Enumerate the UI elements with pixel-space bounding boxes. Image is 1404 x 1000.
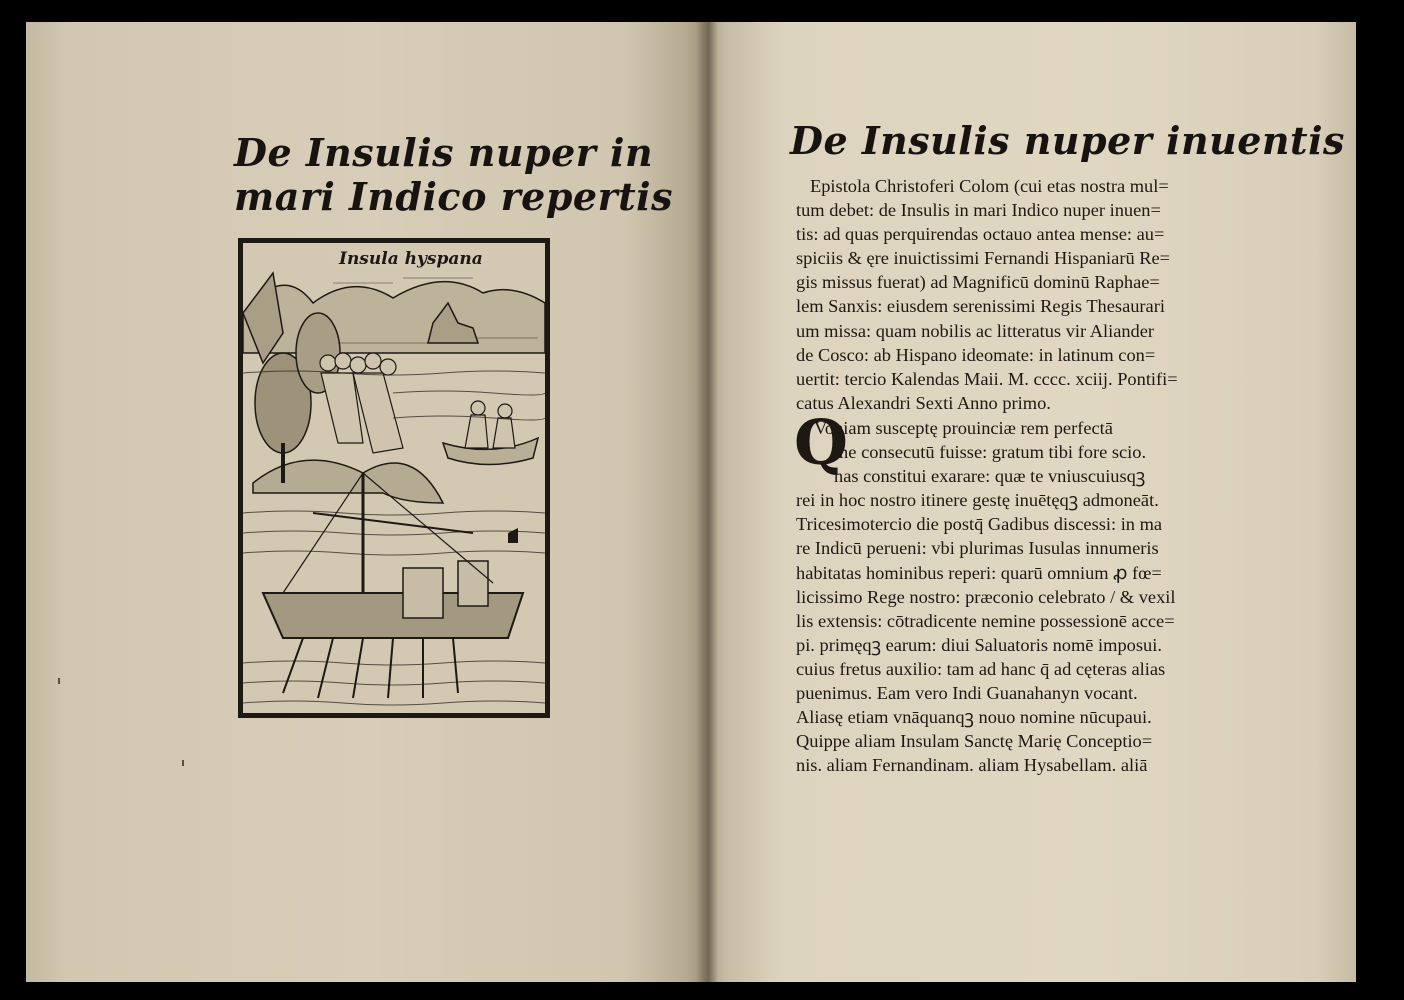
text-line: rei in hoc nostro itinere gestę inuētęqꝫ admoneāt. xyxy=(796,490,1159,511)
text-line: catus Alexandri Sexti Anno primo. xyxy=(796,392,1051,413)
text-line: pi. primęqꝫ earum: diui Saluatoris nomē imposui. xyxy=(796,634,1162,655)
text-line: tum debet: de Insulis in mari Indico nuper inuen= xyxy=(796,200,1161,221)
text-line: Aliasę etiam vnāquanqꝫ nouo nomine nūcupaui. xyxy=(796,707,1152,728)
book-gutter xyxy=(696,22,718,982)
text-line: me consecutū fuisse: gratum tibi fore scio. xyxy=(834,442,1147,463)
open-book xyxy=(26,22,1356,982)
text-line: re Indicū perueni: vbi plurimas Iusulas innumeris xyxy=(796,538,1159,559)
letter-paragraph xyxy=(794,406,1216,777)
text-line: licissimo Rege nostro: præconio celebrato / & vexil xyxy=(796,586,1176,607)
text-line: Voniam susceptę prouinciæ rem perfectā xyxy=(814,418,1113,438)
text-line: lem Sanxis: eiusdem serenissimi Regis Thesaurari xyxy=(796,296,1165,317)
intro-paragraph xyxy=(796,174,1208,415)
left-page-title-line-1: De Insulis nuper in xyxy=(234,130,654,175)
text-line: spiciis & ęre inuictissimi Fernandi Hispaniarū Re= xyxy=(796,248,1171,269)
text-line: Epistola Christoferi Colom (cui etas nostra mul= xyxy=(810,176,1169,196)
text-line: de Cosco: ab Hispano ideomate: in latinum con= xyxy=(796,344,1156,365)
right-page-title: De Insulis nuper inuentis xyxy=(790,118,1345,163)
text-line: cuius fretus auxilio: tam ad hanc q̄ ad cęteras alias xyxy=(796,658,1166,679)
text-line: puenimus. Eam vero Indi Guanahanyn vocant. xyxy=(796,683,1138,704)
text-line: nis. aliam Fernandinam. aliam Hysabellam. aliā xyxy=(796,755,1148,776)
text-line: Quippe aliam Insulam Sanctę Marię Conceptio= xyxy=(796,731,1153,752)
woodcut-illustration xyxy=(238,238,550,718)
text-line: gis missus fuerat) ad Magnificū dominū Raphae= xyxy=(796,272,1160,293)
text-line: uertit: tercio Kalendas Maii. M. cccc. xciij. Pontifi= xyxy=(796,368,1178,389)
page-mark xyxy=(182,760,184,766)
woodcut-image xyxy=(243,243,545,713)
right-page xyxy=(706,22,1356,982)
woodcut-caption: Insula hyspana xyxy=(335,249,487,269)
text-line: lis extensis: cōtradicente nemine possessionē acce= xyxy=(796,610,1175,631)
page-mark xyxy=(58,678,60,684)
text-line: um missa: quam nobilis ac litteratus vir Aliander xyxy=(796,320,1155,341)
left-page xyxy=(26,22,706,982)
text-line: habitatas hominibus reperi: quarū omnium ꝓ fœ= xyxy=(796,562,1162,583)
text-line: Tricesimotercio die postq̄ Gadibus discessi: in ma xyxy=(796,514,1163,535)
left-page-title-line-2: mari Indico repertis xyxy=(234,174,673,219)
text-line: has constitui exarare: quæ te vniuscuiusqꝫ xyxy=(834,466,1146,487)
drop-cap: Q xyxy=(794,406,849,479)
text-line: tis: ad quas perquirendas octauo antea mense: au= xyxy=(796,224,1165,245)
